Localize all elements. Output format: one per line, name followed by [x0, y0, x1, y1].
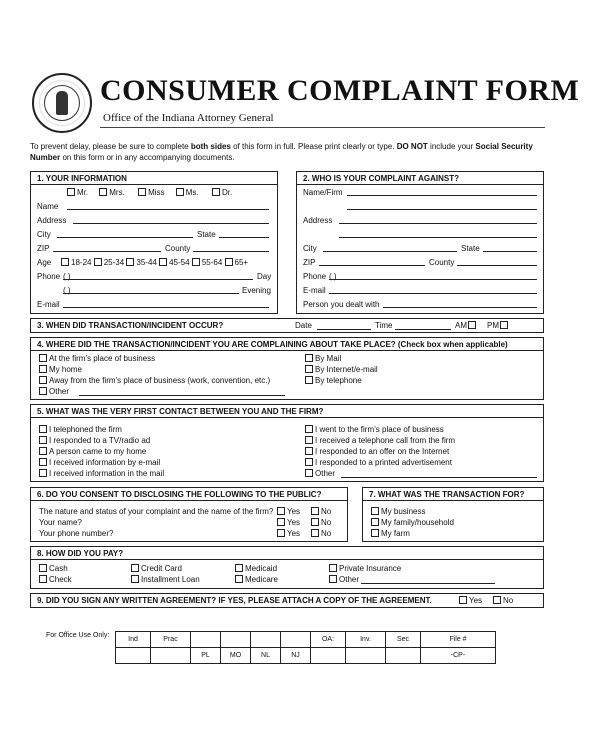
- office-cell-blank-4: [281, 632, 311, 648]
- firm-county-label: County: [429, 258, 455, 267]
- firm-city-field[interactable]: [323, 251, 457, 252]
- office-cell-pl: PL: [191, 648, 221, 664]
- firm-zip-label: ZIP: [303, 258, 316, 267]
- office-use-table: [115, 631, 496, 664]
- age-45-54[interactable]: 45-54: [159, 258, 189, 267]
- firm-address-field-2[interactable]: [339, 237, 537, 238]
- consent-name-label: Your name?: [39, 518, 82, 527]
- age-label: Age: [37, 258, 52, 267]
- office-cell-file: File #: [421, 632, 496, 648]
- zip-label: ZIP: [37, 244, 50, 253]
- office-cell-r2-7: [311, 648, 346, 664]
- title-ms[interactable]: Ms.: [176, 188, 199, 197]
- date-field[interactable]: [317, 329, 371, 330]
- agreement-no[interactable]: No: [493, 596, 513, 605]
- contact-telephoned[interactable]: I telephoned the firm: [39, 425, 122, 434]
- section-6-heading: 6. DO YOU CONSENT TO DISCLOSING THE FOLLOWING TO THE PUBLIC?: [37, 490, 322, 499]
- name-field[interactable]: [67, 209, 269, 210]
- contact-other-field[interactable]: [341, 477, 537, 478]
- city-field[interactable]: [57, 237, 193, 238]
- firm-state-label: State: [461, 244, 480, 253]
- date-label: Date: [295, 321, 312, 330]
- person-dealt-field[interactable]: [383, 307, 537, 308]
- section-7-heading: 7. WHAT WAS THE TRANSACTION FOR?: [369, 490, 525, 499]
- day-label: Day: [257, 272, 272, 281]
- agreement-yes[interactable]: Yes: [459, 596, 482, 605]
- contact-went-firm[interactable]: I went to the firm’s place of business: [305, 425, 444, 434]
- contact-email[interactable]: I received information by e-mail: [39, 458, 160, 467]
- office-cell-blank-1: [191, 632, 221, 648]
- office-cell-r2-1: [116, 648, 151, 664]
- age-18-24[interactable]: 18-24: [61, 258, 91, 267]
- section-7-transaction-for: [362, 487, 544, 542]
- pay-cash[interactable]: Cash: [39, 564, 68, 573]
- section-8-payment: [30, 546, 544, 589]
- time-field[interactable]: [395, 329, 451, 330]
- firm-email-field[interactable]: [329, 293, 537, 294]
- form-subtitle: Office of the Indiana Attorney General: [103, 112, 274, 124]
- pay-other[interactable]: Other: [329, 575, 359, 584]
- age-options: [61, 258, 248, 267]
- pay-medicare[interactable]: Medicare: [235, 575, 278, 584]
- pay-private-insurance[interactable]: Private Insurance: [329, 564, 401, 573]
- section-4-heading: 4. WHERE DID THE TRANSACTION/INCIDENT YOU ARE COMPLAINING ABOUT TAKE PLACE? (Check box when applicable): [37, 340, 508, 349]
- age-65-plus[interactable]: 65+: [225, 258, 249, 267]
- place-other-field[interactable]: [79, 395, 285, 396]
- office-cell-cp: -CP-: [421, 648, 496, 664]
- contact-received-call[interactable]: I received a telephone call from the firm: [305, 436, 455, 445]
- title-miss[interactable]: Miss: [138, 188, 164, 197]
- office-cell-nl: NL: [251, 648, 281, 664]
- office-cell-blank-2: [221, 632, 251, 648]
- contact-tv-radio[interactable]: I responded to a TV/radio ad: [39, 436, 150, 445]
- email-label: E-mail: [37, 300, 60, 309]
- office-cell-oa: OA:: [311, 632, 346, 648]
- county-label: County: [165, 244, 191, 253]
- place-other[interactable]: Other: [39, 387, 69, 396]
- evening-phone-area: ( ): [63, 286, 71, 295]
- email-field[interactable]: [63, 307, 269, 308]
- office-cell-r2-9: [386, 648, 421, 664]
- pay-credit-card[interactable]: Credit Card: [131, 564, 182, 573]
- firm-name-field[interactable]: [347, 195, 537, 196]
- pay-installment-loan[interactable]: Installment Loan: [131, 575, 200, 584]
- intro-text: To prevent delay, please be sure to complete both sides of this form in full. Please print clearly or type. DO NOT include your Social Security Number on this form or in any accompanying documents.: [30, 142, 533, 162]
- office-cell-r2-8: [346, 648, 386, 664]
- place-my-home[interactable]: My home: [39, 365, 82, 374]
- contact-other[interactable]: Other: [305, 469, 335, 478]
- consent-nature-no[interactable]: No: [311, 507, 331, 516]
- section-3-heading: 3. WHEN DID TRANSACTION/INCIDENT OCCUR?: [37, 321, 224, 330]
- consent-phone-yes[interactable]: Yes: [277, 529, 300, 538]
- pay-other-field[interactable]: [361, 583, 495, 584]
- day-phone-area: ( ): [63, 272, 71, 281]
- phone-label: Phone: [37, 272, 61, 281]
- am-option[interactable]: AM: [455, 321, 478, 330]
- title-mrs[interactable]: Mrs.: [99, 188, 125, 197]
- place-by-telephone[interactable]: By telephone: [305, 376, 362, 385]
- age-35-44[interactable]: 35-44: [126, 258, 156, 267]
- title-rule: [100, 127, 545, 128]
- section-9-heading: 9. DID YOU SIGN ANY WRITTEN AGREEMENT? IF YES, PLEASE ATTACH A COPY OF THE AGREEMENT.: [37, 596, 432, 605]
- pay-check[interactable]: Check: [39, 575, 72, 584]
- evening-phone-field[interactable]: [63, 293, 239, 294]
- place-away[interactable]: Away from the firm’s place of business (work, convention, etc.): [39, 376, 270, 385]
- name-firm-label: Name/Firm: [303, 188, 343, 197]
- consent-phone-no[interactable]: No: [311, 529, 331, 538]
- age-25-34[interactable]: 25-34: [94, 258, 124, 267]
- time-label: Time: [375, 321, 393, 330]
- section-9-agreement: [30, 593, 544, 608]
- place-by-internet[interactable]: By Internet/e-mail: [305, 365, 378, 374]
- office-cell-r2-2: [151, 648, 191, 664]
- section-2-complaint-against: [296, 171, 544, 314]
- contact-internet-offer[interactable]: I responded to an offer on the Internet: [305, 447, 449, 456]
- office-row-1: [116, 632, 496, 648]
- section-4-where: [30, 337, 544, 400]
- title-options: [67, 188, 232, 197]
- office-cell-inv: Inv.: [346, 632, 386, 648]
- firm-phone-field[interactable]: [329, 279, 537, 280]
- office-cell-mo: MO: [221, 648, 251, 664]
- firm-address-label: Address: [303, 216, 333, 225]
- contact-person-home[interactable]: A person came to my home: [39, 447, 146, 456]
- section-6-consent: [30, 487, 348, 542]
- address-field[interactable]: [73, 223, 269, 224]
- day-phone-field[interactable]: [63, 279, 253, 280]
- for-business[interactable]: My business: [371, 507, 425, 516]
- evening-label: Evening: [242, 286, 271, 295]
- pm-option[interactable]: PM: [487, 321, 510, 330]
- office-row-2: [116, 648, 496, 664]
- person-dealt-label: Person you dealt with: [303, 300, 380, 309]
- zip-field[interactable]: [53, 251, 161, 252]
- section-1-your-information: [30, 171, 278, 314]
- contact-printed-ad[interactable]: I responded to a printed advertisement: [305, 458, 452, 467]
- section-8-heading: 8. HOW DID YOU PAY?: [37, 549, 124, 558]
- for-farm[interactable]: My farm: [371, 529, 410, 538]
- section-5-first-contact: [30, 404, 544, 482]
- consent-phone-label: Your phone number?: [39, 529, 114, 538]
- section-1-heading: 1. YOUR INFORMATION: [37, 174, 127, 183]
- office-cell-sec: Sec: [386, 632, 421, 648]
- county-field[interactable]: [193, 251, 269, 252]
- place-firm-business[interactable]: At the firm’s place of business: [39, 354, 155, 363]
- title-mr[interactable]: Mr.: [67, 188, 88, 197]
- address-label: Address: [37, 216, 67, 225]
- pay-medicaid[interactable]: Medicaid: [235, 564, 277, 573]
- title-dr[interactable]: Dr.: [212, 188, 232, 197]
- firm-city-label: City: [303, 244, 317, 253]
- state-label: State: [197, 230, 216, 239]
- firm-state-field[interactable]: [483, 251, 537, 252]
- city-label: City: [37, 230, 51, 239]
- contact-mail[interactable]: I received information in the mail: [39, 469, 164, 478]
- office-use-label: For Office Use Only:: [46, 632, 110, 639]
- age-55-64[interactable]: 55-64: [192, 258, 222, 267]
- consent-nature-label: The nature and status of your complaint and the name of the firm?: [39, 507, 274, 516]
- office-cell-prac: Prac: [151, 632, 191, 648]
- firm-email-label: E-mail: [303, 286, 326, 295]
- attorney-general-seal: [32, 73, 92, 133]
- consent-name-no[interactable]: No: [311, 518, 331, 527]
- section-5-heading: 5. WHAT WAS THE VERY FIRST CONTACT BETWEEN YOU AND THE FIRM?: [37, 407, 324, 416]
- place-by-mail[interactable]: By Mail: [305, 354, 341, 363]
- firm-name-field-2[interactable]: [347, 209, 537, 210]
- office-cell-ind: Ind: [116, 632, 151, 648]
- for-family[interactable]: My family/household: [371, 518, 454, 527]
- office-cell-nj: NJ: [281, 648, 311, 664]
- firm-county-field[interactable]: [457, 265, 537, 266]
- state-field[interactable]: [219, 237, 269, 238]
- firm-address-field[interactable]: [339, 223, 537, 224]
- section-3-when: [30, 318, 544, 333]
- office-cell-blank-3: [251, 632, 281, 648]
- firm-phone-label: Phone: [303, 272, 327, 281]
- consent-name-yes[interactable]: Yes: [277, 518, 300, 527]
- name-label: Name: [37, 202, 59, 211]
- firm-zip-field[interactable]: [319, 265, 425, 266]
- section-2-heading: 2. WHO IS YOUR COMPLAINT AGAINST?: [303, 174, 460, 183]
- consent-nature-yes[interactable]: Yes: [277, 507, 300, 516]
- form-title: CONSUMER COMPLAINT FORM: [100, 74, 580, 107]
- firm-phone-area: ( ): [329, 272, 337, 281]
